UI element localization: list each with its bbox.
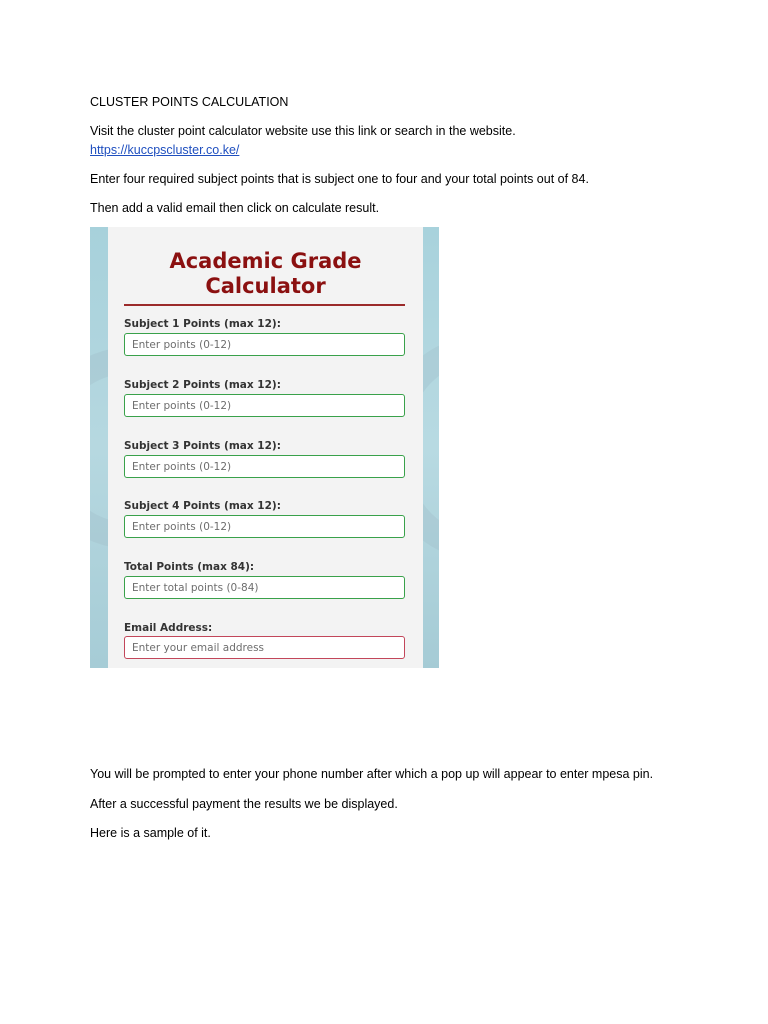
subject-1-label: Subject 1 Points (max 12): bbox=[124, 318, 281, 330]
subject-2-label: Subject 2 Points (max 12): bbox=[124, 379, 281, 391]
step-email-paragraph: Then add a valid email then click on calculate result. bbox=[90, 201, 380, 215]
payment-result-paragraph: After a successful payment the results we be displayed. bbox=[90, 797, 398, 811]
total-points-label: Total Points (max 84): bbox=[124, 561, 255, 573]
calculator-title bbox=[108, 249, 423, 299]
calculator-card bbox=[108, 227, 423, 668]
step-points-paragraph: Enter four required subject points that is subject one to four and your total points out of 84. bbox=[90, 172, 589, 186]
phone-prompt-paragraph: You will be prompted to enter your phone number after which a pop up will appear to enter mpesa pin. bbox=[90, 767, 654, 781]
calculator-title-line-1: Academic Grade bbox=[169, 249, 362, 273]
calculator-website-link[interactable]: https://kuccpscluster.co.ke/ bbox=[90, 143, 240, 157]
email-input[interactable] bbox=[124, 636, 405, 659]
email-label: Email Address: bbox=[124, 622, 213, 634]
subject-3-input[interactable] bbox=[124, 455, 405, 478]
title-divider bbox=[124, 304, 405, 306]
total-points-input[interactable] bbox=[124, 576, 405, 599]
subject-4-input[interactable] bbox=[124, 515, 405, 538]
calculator-screenshot bbox=[90, 227, 439, 668]
intro-paragraph: Visit the cluster point calculator website use this link or search in the website. bbox=[90, 124, 516, 138]
subject-1-input[interactable] bbox=[124, 333, 405, 356]
subject-2-input[interactable] bbox=[124, 394, 405, 417]
subject-3-label: Subject 3 Points (max 12): bbox=[124, 440, 281, 452]
calculator-title-line-2: Calculator bbox=[205, 274, 326, 298]
subject-4-label: Subject 4 Points (max 12): bbox=[124, 500, 281, 512]
sample-paragraph: Here is a sample of it. bbox=[90, 826, 211, 840]
document-heading: CLUSTER POINTS CALCULATION bbox=[90, 95, 289, 109]
